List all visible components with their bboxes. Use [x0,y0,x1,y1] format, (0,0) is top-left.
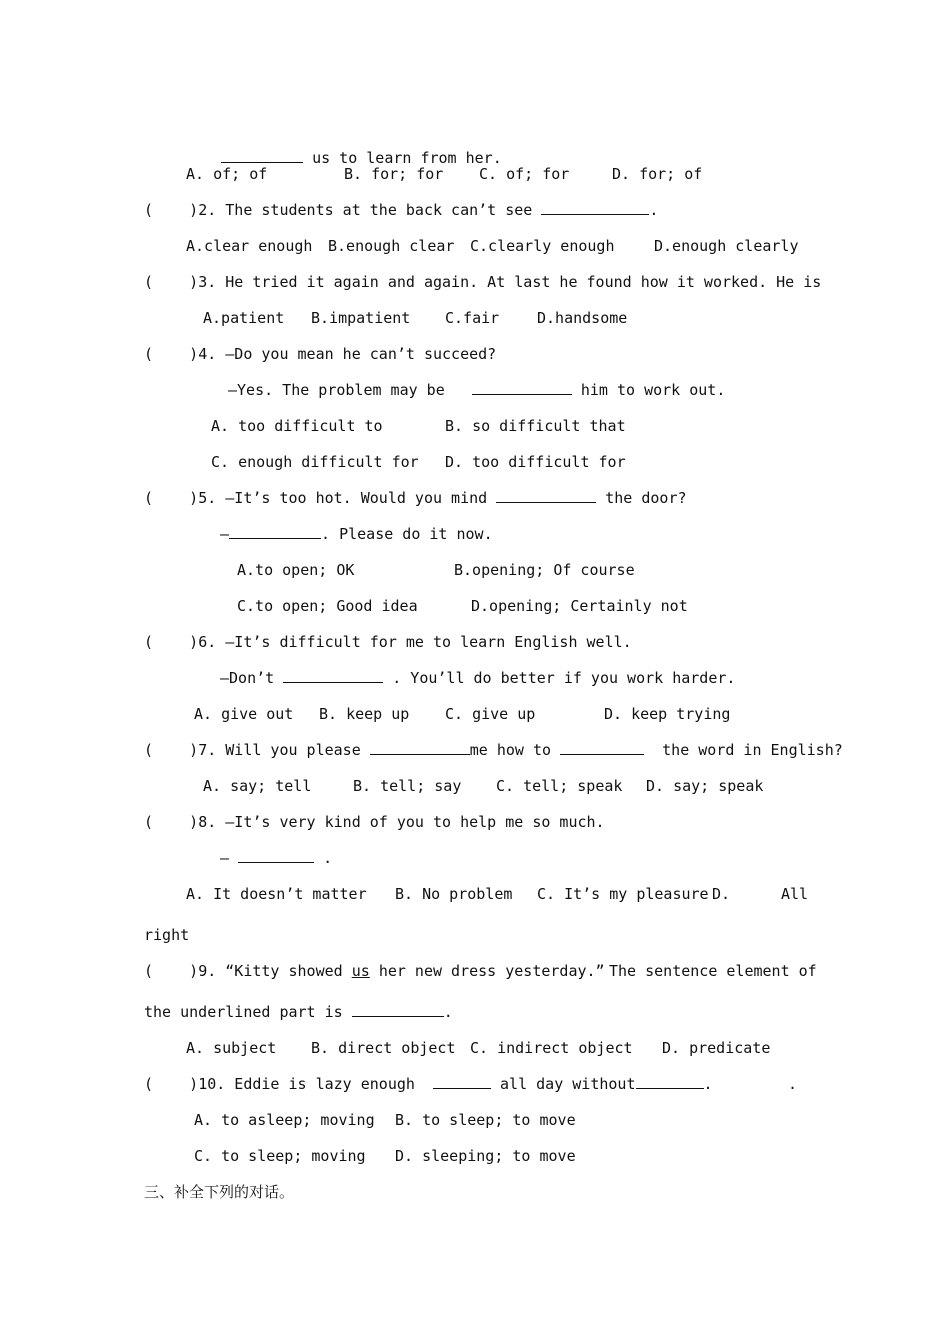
q8-option-d-wrap: right [144,926,190,944]
answer-paren[interactable]: ( ) [144,1075,199,1093]
q2-stem: ( )2. The students at the back can’t see . [144,201,659,219]
answer-blank[interactable] [221,148,303,163]
answer-blank[interactable] [560,740,644,755]
q5-stem: ( )5. —It’s too hot. Would you mind the door? [144,489,687,507]
answer-paren[interactable]: ( ) [144,201,199,219]
q9-stem-end: The sentence element of [609,962,817,980]
q2-option-b: B.enough clear [328,237,455,255]
answer-paren[interactable]: ( ) [144,741,199,759]
q1-stem-tail: us to learn from her. [312,149,502,167]
q10-option-c: C. to sleep; moving [194,1147,366,1165]
q1-option-a: A. of; of [186,165,268,183]
q9-option-b: B. direct object [311,1039,456,1057]
q10-option-a: A. to asleep; moving [194,1111,375,1129]
q1-option-c: C. of; for [479,165,570,183]
q5-reply: — . Please do it now. [220,525,493,543]
q3-stem: ( )3. He tried it again and again. At last he found how it worked. He is [144,273,822,291]
q4-reply: —Yes. The problem may be him to work out. [228,381,726,399]
q9-stem: ( )9. “Kitty showed us her new dress yesterday.” [144,962,605,980]
q2-option-d: D.enough clearly [654,237,799,255]
q6-option-a: A. give out [194,705,294,723]
q8-option-d-text: All [781,885,809,903]
q1-stem [203,128,502,168]
q4-option-d: D. too difficult for [445,453,626,471]
q10-stem: ( )10. Eddie is lazy enough all day without . [144,1075,713,1093]
answer-blank[interactable] [433,1074,491,1089]
q5-option-b: B.opening; Of course [454,561,635,579]
answer-paren[interactable]: ( ) [144,633,199,651]
q5-option-d: D.opening; Certainly not [471,597,688,615]
q6-stem: ( )6. —It’s difficult for me to learn English well. [144,633,632,651]
answer-paren[interactable]: ( ) [144,345,199,363]
q10-option-b: B. to sleep; to move [395,1111,576,1129]
q8-option-d: D. [712,885,731,903]
q6-option-c: C. give up [445,705,536,723]
answer-blank[interactable] [238,848,314,863]
answer-paren[interactable]: ( ) [144,489,199,507]
q8-option-b: B. No problem [395,885,513,903]
q7-stem: ( )7. Will you please me how to the word in English? [144,741,843,759]
q8-option-a: A. It doesn’t matter [186,885,367,903]
answer-blank[interactable] [283,668,383,683]
answer-blank[interactable] [636,1074,704,1089]
q4-option-c: C. enough difficult for [211,453,419,471]
q3-option-b: B.impatient [311,309,411,327]
answer-paren[interactable]: ( ) [144,962,199,980]
q7-option-c: C. tell; speak [496,777,623,795]
answer-blank[interactable] [352,1002,444,1017]
q3-option-c: C.fair [445,309,500,327]
q6-option-b: B. keep up [319,705,410,723]
q9-option-c: C. indirect object [470,1039,633,1057]
q3-option-d: D.handsome [537,309,628,327]
q7-option-a: A. say; tell [203,777,312,795]
q1-option-b: B. for; for [344,165,444,183]
q8-stem: ( )8. —It’s very kind of you to help me so much. [144,813,605,831]
q4-stem: ( )4. —Do you mean he can’t succeed? [144,345,497,363]
answer-blank[interactable] [472,380,572,395]
q9-option-d: D. predicate [662,1039,771,1057]
q9-stem-line2: the underlined part is . [144,1003,453,1021]
answer-paren[interactable]: ( ) [144,273,199,291]
q10-stray-dot: . [788,1075,798,1093]
q7-option-b: B. tell; say [353,777,462,795]
section-heading: 三、补全下列的对话。 [144,1183,295,1201]
q1-option-d: D. for; of [612,165,703,183]
underlined-word: us [351,962,370,980]
q8-option-c: C. It’s my pleasure [537,885,709,903]
q3-option-a: A.patient [203,309,285,327]
answer-blank[interactable] [496,488,596,503]
answer-paren[interactable]: ( ) [144,813,199,831]
answer-blank[interactable] [370,740,470,755]
q6-option-d: D. keep trying [604,705,731,723]
q2-option-a: A.clear enough [186,237,313,255]
q6-reply: —Don’t . You’ll do better if you work harder. [220,669,736,687]
q10-option-d: D. sleeping; to move [395,1147,576,1165]
q5-option-c: C.to open; Good idea [237,597,418,615]
answer-blank[interactable] [229,524,321,539]
q4-option-a: A. too difficult to [211,417,383,435]
answer-blank[interactable] [541,200,649,215]
q9-option-a: A. subject [186,1039,277,1057]
q7-option-d: D. say; speak [646,777,764,795]
q4-option-b: B. so difficult that [445,417,626,435]
q8-reply: — . [220,849,333,867]
q2-option-c: C.clearly enough [470,237,615,255]
q5-option-a: A.to open; OK [237,561,355,579]
